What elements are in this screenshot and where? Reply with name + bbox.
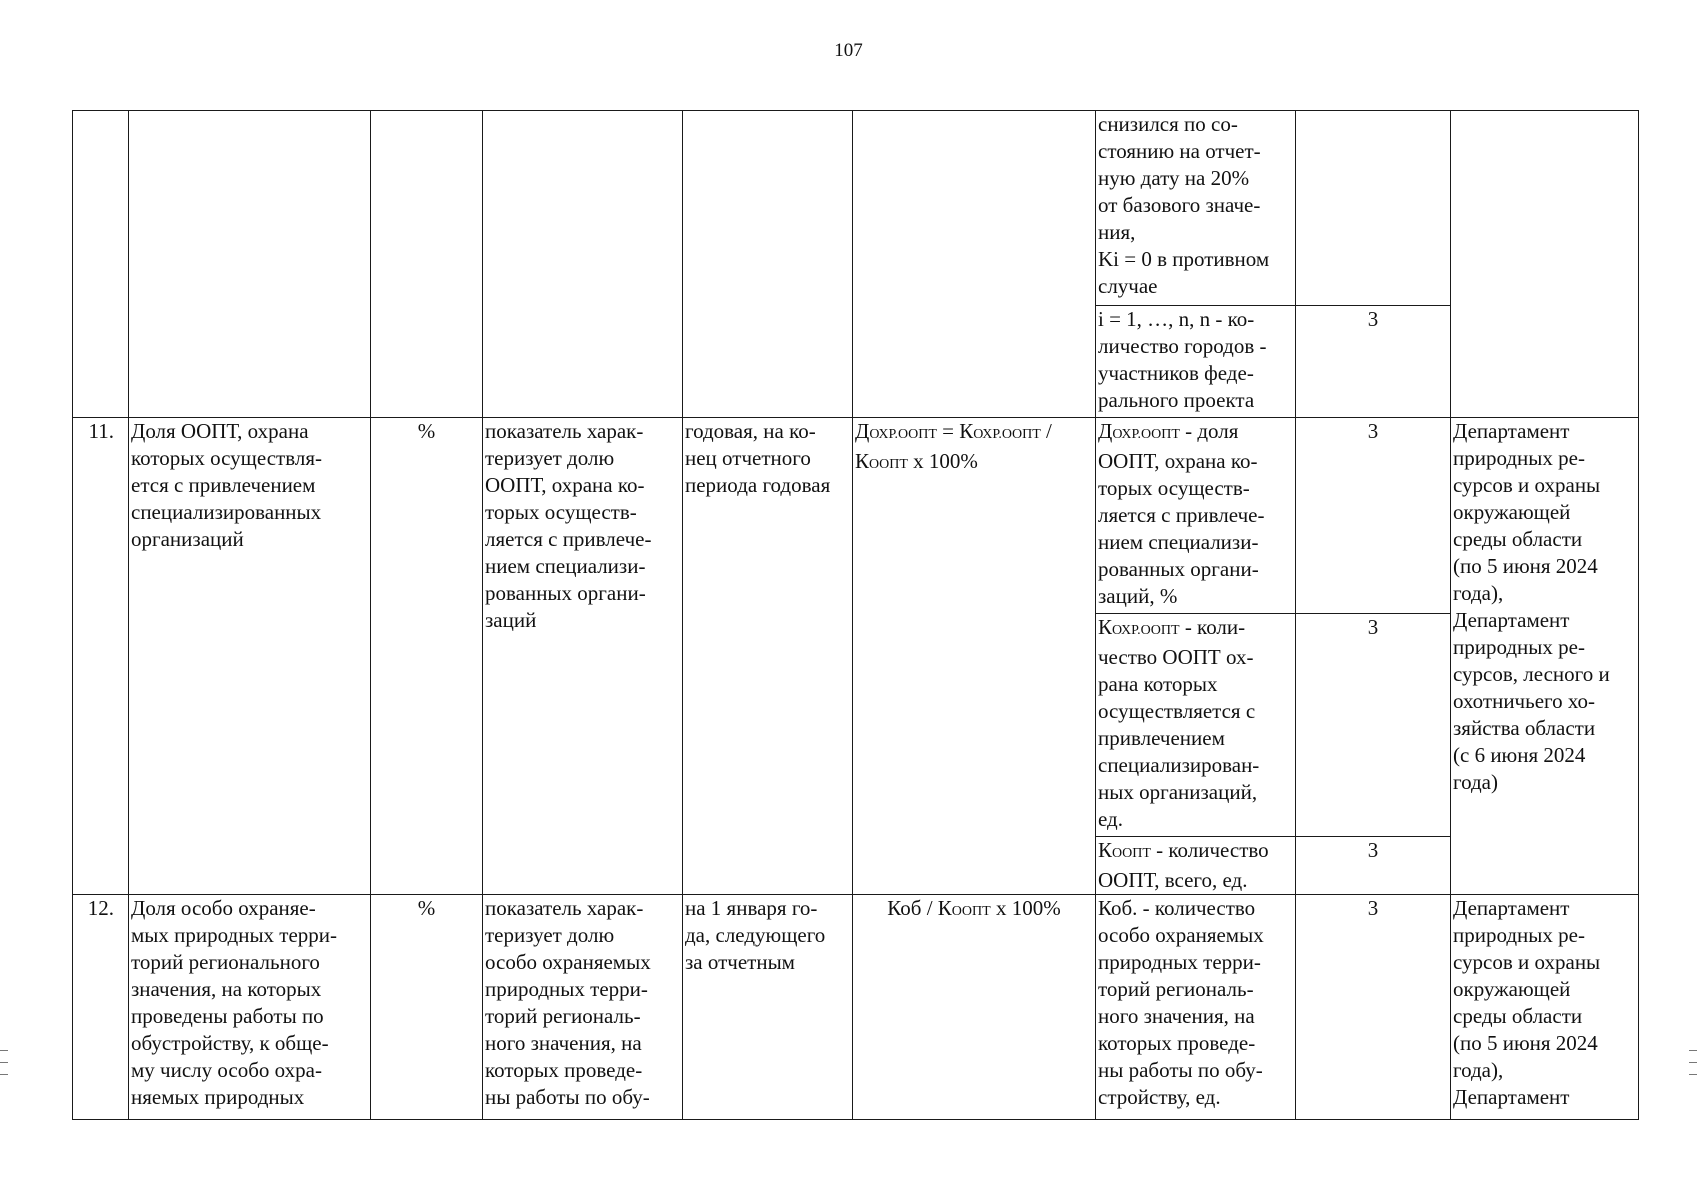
cont-description-cell [483,111,683,418]
row12-name-cell [129,895,371,1120]
row11-periodicity-line: нец отчетного [685,446,811,470]
cont-definition-line: снизился по со- [1098,112,1238,136]
row12-var-line: Коб. - количество [1098,896,1256,920]
row11-var2-line: ных организаций, [1098,780,1258,804]
cont-definition-line: ния, [1098,220,1136,244]
cont-definition-cell [1096,111,1296,306]
row12-formula-line: Коб / КООПТ x 100% [887,896,1061,920]
row11-var2-line: специализирован- [1098,753,1260,777]
row11-name-line: организаций [131,527,244,551]
row11-responsible-line: (с 6 июня 2024 [1453,743,1586,767]
row11-description-line: теризует долю [485,446,615,470]
row12-name-line: Доля особо охраняе- [131,896,316,920]
row11-var2-line: рана которых [1098,672,1218,696]
row11-name-cell [129,418,371,895]
row11-var2-line: КОХР.ООПТ - коли- [1098,615,1246,639]
row12-responsible-line: (по 5 июня 2024 [1453,1031,1598,1055]
row12-description-line: показатель харак- [485,896,644,920]
row11-responsible-line: года) [1453,770,1498,794]
row12-responsible-line: Департамент [1453,1085,1570,1109]
row11-var1-line: ляется с привлече- [1098,503,1265,527]
row11-var2-cell [1096,614,1296,837]
row11-var2-line: привлечением [1098,726,1225,750]
row11-responsible-line: Департамент [1453,419,1570,443]
row11-var1-line: рованных органи- [1098,557,1259,581]
row11-formula-line-1: ДОХР.ООПТ = КОХР.ООПТ / [855,419,1052,443]
row12-responsible-line: природных ре- [1453,923,1585,947]
row12-responsible-line: окружающей [1453,977,1571,1001]
indicator-row-11 [73,418,1639,614]
row11-var1-line: торых осуществ- [1098,476,1250,500]
row11-responsible-line: (по 5 июня 2024 [1453,554,1598,578]
row12-var-line: которых проведе- [1098,1031,1256,1055]
row11-name-line: которых осуществля- [131,446,322,470]
row11-var1-line: нием специализи- [1098,530,1259,554]
row11-description-line: показатель харак- [485,419,644,443]
row11-var2-line: чество ООПТ ох- [1098,645,1254,669]
cont-unit-cell [371,111,483,418]
row11-name-line: ется с привлечением [131,473,316,497]
row11-unit: % [371,418,483,895]
row11-var1-source: 3 [1296,418,1451,614]
row12-description-line: природных терри- [485,977,648,1001]
row12-description-line: ного значения, на [485,1031,642,1055]
indicators-table [72,110,1639,1120]
cont-definition-line: ную дату на 20% [1098,166,1250,190]
row11-description-cell [483,418,683,895]
row12-periodicity-line: да, следующего [685,923,826,947]
row12-responsible-line: сурсов и охраны [1453,950,1601,974]
cont-subdefinition-line: участников феде- [1098,361,1254,385]
row11-responsible-cell [1451,418,1639,895]
row11-responsible-line: Департамент [1453,608,1570,632]
row12-var-line: ны работы по обу- [1098,1058,1263,1082]
row11-responsible-line: сурсов и охраны [1453,473,1601,497]
cont-formula-cell [853,111,1096,418]
cont-subdefinition-line: i = 1, …, n, n - ко- [1098,307,1255,331]
row11-var1-line: заций, % [1098,584,1178,608]
row11-number: 11. [73,418,129,895]
row11-description-line: нием специализи- [485,554,646,578]
row12-description-line: ны работы по обу- [485,1085,650,1109]
row12-description-line: особо охраняемых [485,950,651,974]
row12-name-line: значения, на которых [131,977,322,1001]
cont-definition-line: стоянию на отчет- [1098,139,1261,163]
row11-description-line: рованных органи- [485,581,646,605]
row12-periodicity-cell [683,895,853,1120]
row12-periodicity-line: за отчетным [685,950,795,974]
row12-responsible-line: среды области [1453,1004,1583,1028]
row11-description-line: ляется с привлече- [485,527,652,551]
cont-subdefinition-line: личество городов - [1098,334,1267,358]
continuation-row [73,111,1639,306]
row11-responsible-line: сурсов, лесного и [1453,662,1610,686]
row11-var1-cell [1096,418,1296,614]
row12-name-line: обустройству, к обще- [131,1031,329,1055]
row12-responsible-cell [1451,895,1639,1120]
row11-var2-line: ед. [1098,807,1123,831]
row12-name-line: торий регионального [131,950,320,974]
cont-definition-line: Ki = 0 в противном [1098,247,1270,271]
row11-responsible-line: охотничьего хо- [1453,689,1596,713]
row11-responsible-line: окружающей [1453,500,1571,524]
row12-description-line: теризует долю [485,923,615,947]
row11-periodicity-line: периода годовая [685,473,831,497]
row11-description-line: торых осуществ- [485,500,637,524]
row12-var-line: природных терри- [1098,950,1261,974]
row11-var3-cell [1096,837,1296,895]
row12-description-line: торий региональ- [485,1004,641,1028]
cont-responsible-cell [1451,111,1639,418]
left-margin-marks [0,1050,8,1090]
row11-name-line: Доля ООПТ, охрана [131,419,309,443]
cont-name-cell [129,111,371,418]
row12-responsible-line: Департамент [1453,896,1570,920]
row11-responsible-line: года), [1453,581,1504,605]
row11-description-line: заций [485,608,537,632]
row11-var3-line: КООПТ - количество [1098,838,1269,862]
row11-formula-line-2: КООПТ x 100% [855,449,978,473]
cont-definition-line: от базового значе- [1098,193,1261,217]
row11-responsible-line: зяйства области [1453,716,1596,740]
row12-responsible-line: года), [1453,1058,1504,1082]
row12-var-line: особо охраняемых [1098,923,1264,947]
row12-unit: % [371,895,483,1120]
cont-source-cell [1296,111,1451,306]
cont-sub-source-cell: 3 [1296,306,1451,418]
cont-periodicity-cell [683,111,853,418]
right-margin-marks [1689,1050,1697,1090]
row11-var1-line: ДОХР.ООПТ - доля [1098,419,1239,443]
row11-var1-line: ООПТ, охрана ко- [1098,449,1258,473]
row11-responsible-line: природных ре- [1453,446,1585,470]
cont-subdefinition-cell [1096,306,1296,418]
row11-var3-source: 3 [1296,837,1451,895]
row12-var-cell [1096,895,1296,1120]
row11-var3-line: ООПТ, всего, ед. [1098,868,1248,892]
indicator-row-12 [73,895,1639,1120]
row11-responsible-line: среды области [1453,527,1583,551]
row12-name-line: няемых природных [131,1085,305,1109]
cont-subdefinition-line: рального проекта [1098,388,1255,412]
row12-description-cell [483,895,683,1120]
row11-periodicity-cell [683,418,853,895]
row11-name-line: специализированных [131,500,322,524]
row12-source: 3 [1296,895,1451,1120]
row12-name-line: му числу особо охра- [131,1058,322,1082]
page-number: 107 [834,40,863,61]
row12-formula-cell [853,895,1096,1120]
row12-description-line: которых проведе- [485,1058,643,1082]
row11-var2-line: осуществляется с [1098,699,1256,723]
row12-name-line: проведены работы по [131,1004,324,1028]
row11-responsible-line: природных ре- [1453,635,1585,659]
row12-name-line: мых природных терри- [131,923,338,947]
row12-var-line: ного значения, на [1098,1004,1255,1028]
cont-number-cell [73,111,129,418]
row12-periodicity-line: на 1 января го- [685,896,818,920]
row12-number: 12. [73,895,129,1120]
row12-var-line: стройству, ед. [1098,1085,1221,1109]
row11-description-line: ООПТ, охрана ко- [485,473,645,497]
row11-periodicity-line: годовая, на ко- [685,419,816,443]
row11-formula-cell [853,418,1096,895]
cont-definition-line: случае [1098,274,1158,298]
row11-var2-source: 3 [1296,614,1451,837]
row12-var-line: торий региональ- [1098,977,1254,1001]
